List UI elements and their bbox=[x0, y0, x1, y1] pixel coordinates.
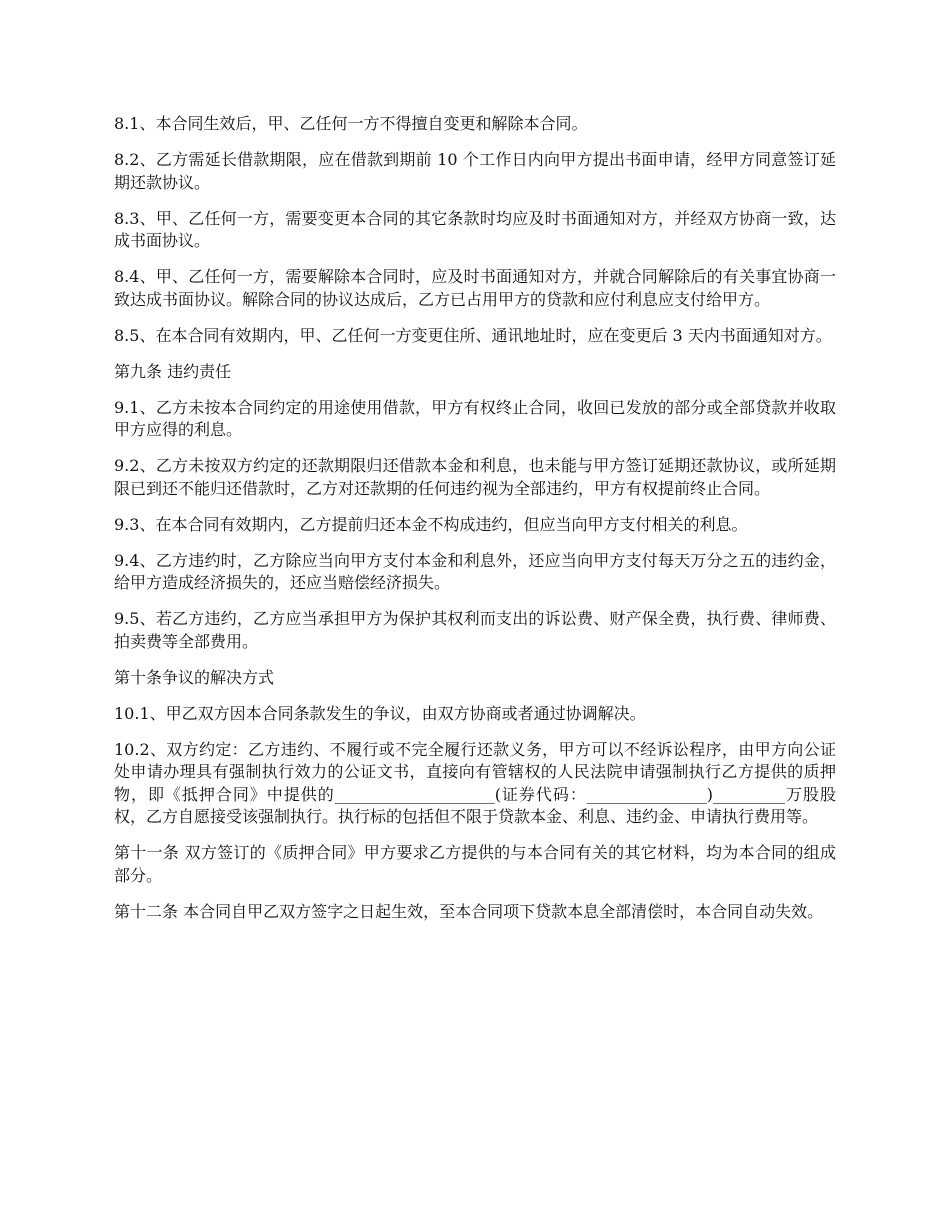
document-page bbox=[114, 113, 836, 937]
clause-10-1: 10.1、甲乙双方因本合同条款发生的争议，由双方协商或者通过协调解决。 bbox=[114, 703, 646, 723]
clause-8-5: 8.5、在本合同有效期内，甲、乙任何一方变更住所、通讯地址时，应在变更后 3 天内书面通知对方。 bbox=[114, 325, 832, 345]
clause-10-2: 10.2、双方约定：乙方违约、不履行或不完全履行还款义务，甲方可以不经诉讼程序，由甲方向公证处申请办理具有强制执行效力的公证文书，直接向有管辖权的人民法院申请强制执行乙方提供的质押物，即《抵押合同》中提供的____________________(证券代码：_______________)_________万股股权，乙方自愿接受该强制执行。执行标的包括但不限于贷款本金、利息、违约金、申请执行费用等。 bbox=[114, 739, 836, 826]
article-12: 第十二条 本合同自甲乙双方签字之日起生效，至本合同项下贷款本息全部清偿时，本合同自动失效。 bbox=[114, 901, 824, 921]
article-9-heading: 第九条 违约责任 bbox=[114, 361, 232, 381]
clause-8-1: 8.1、本合同生效后，甲、乙任何一方不得擅自变更和解除本合同。 bbox=[114, 114, 588, 133]
clause-8-2: 8.2、乙方需延长借款期限，应在借款到期前 10 个工作日内向甲方提出书面申请，经甲方同意签订延期还款协议。 bbox=[114, 150, 836, 192]
clause-9-1: 9.1、乙方未按本合同约定的用途使用借款，甲方有权终止合同，收回已发放的部分或全部贷款并收取甲方应得的利息。 bbox=[114, 397, 836, 439]
clause-9-3: 9.3、在本合同有效期内，乙方提前归还本金不构成违约，但应当向甲方支付相关的利息。 bbox=[114, 514, 748, 534]
article-10-heading: 第十条争议的解决方式 bbox=[114, 667, 275, 687]
clause-9-2: 9.2、乙方未按双方约定的还款期限归还借款本金和利息，也未能与甲方签订延期还款协议，或所延期限已到还不能归还借款时，乙方对还款期的任何违约视为全部违约，甲方有权提前终止合同。 bbox=[114, 456, 836, 498]
clause-8-4: 8.4、甲、乙任何一方，需要解除本合同时，应及时书面通知对方，并就合同解除后的有关事宜协商一致达成书面协议。解除合同的协议达成后，乙方已占用甲方的贷款和应付利息应支付给甲方。 bbox=[114, 267, 836, 309]
clause-9-5: 9.5、若乙方违约，乙方应当承担甲方为保护其权利而支出的诉讼费、财产保全费，执行费、律师费、拍卖费等全部费用。 bbox=[114, 609, 836, 651]
clause-9-4: 9.4、乙方违约时，乙方除应当向甲方支付本金和利息外，还应当向甲方支付每天万分之五的违约金，给甲方造成经济损失的，还应当赔偿经济损失。 bbox=[114, 550, 836, 592]
clause-8-3: 8.3、甲、乙任何一方，需要变更本合同的其它条款时均应及时书面通知对方，并经双方协商一致，达成书面协议。 bbox=[114, 208, 836, 250]
article-11: 第十一条 双方签订的《质押合同》甲方要求乙方提供的与本合同有关的其它材料，均为本合同的组成部分。 bbox=[114, 843, 836, 885]
